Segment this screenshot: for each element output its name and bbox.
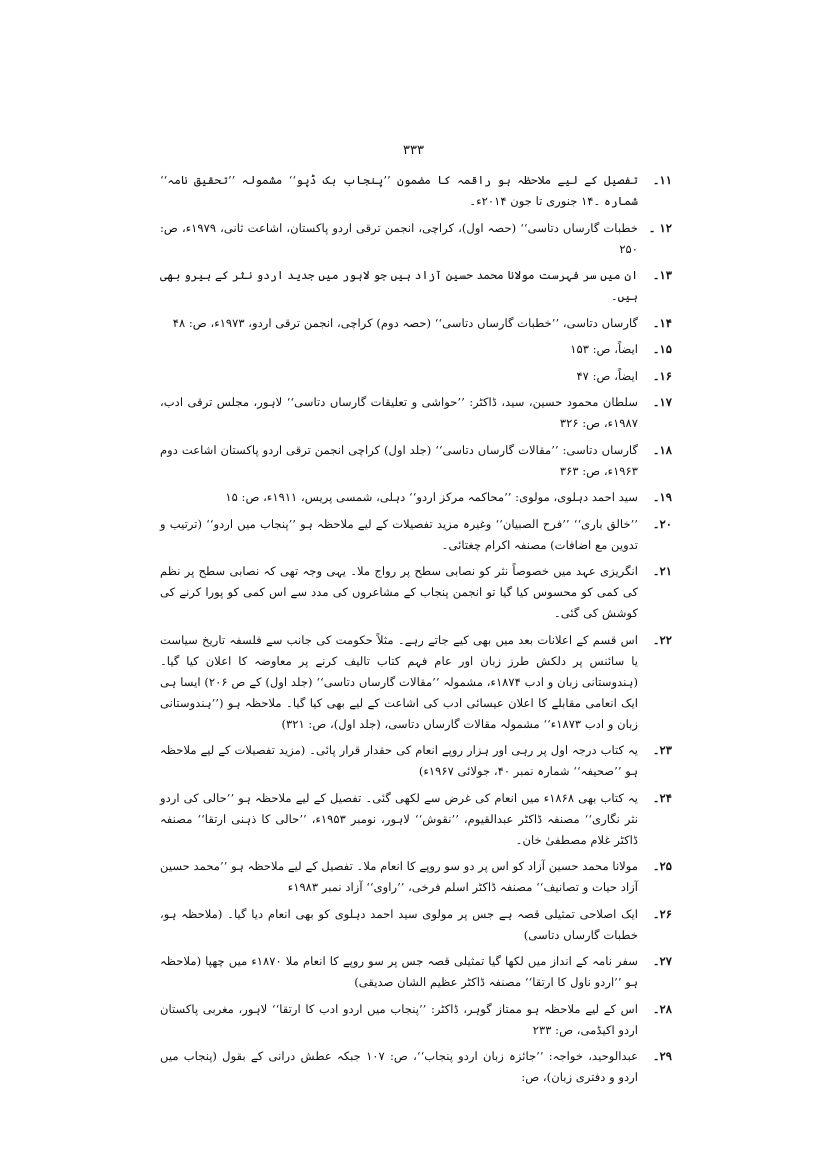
footnote-item: [160, 313, 672, 334]
footnote-text: انگریزی عہد میں خصوصاً نثر کو نصابی سطح پر رواج ملا۔ یہی وجہ تھی کہ نصابی سطح پر نظم کی کمی کو محسوس کیا گیا تو انجمن پنجاب کے مشاعروں کی مدد سے اس کمی کو پورا کرنے کی کوشش کی گئی۔: [160, 564, 638, 620]
footnote-number: ۱۸۔: [652, 442, 672, 457]
footnote-item: [160, 366, 672, 387]
footnote-item: [160, 514, 672, 556]
page-number: ۳۳۳: [403, 143, 424, 158]
footnote-number: ۲۲۔: [652, 632, 672, 647]
footnote-number: ۲۵۔: [652, 859, 672, 873]
footnote-item: [160, 218, 672, 260]
footnote-item: [160, 265, 672, 307]
footnotes-list: [160, 170, 672, 1094]
footnote-number: ۲۴۔: [652, 790, 672, 805]
footnote-text: خطبات گارساں دتاسی‘‘ (حصہ اول)، کراچی، انجمن ترقی اردو پاکستان، اشاعت ثانی، ۱۹۷۹ء، ص: ۲۵۰: [160, 220, 639, 256]
footnote-item: [160, 740, 672, 782]
footnote-number: ۱۷۔: [652, 395, 672, 409]
footnote-text: ایک اصلاحی تمثیلی قصہ ہے جس پر مولوی سید احمد دہلوی کو بھی انعام دیا گیا۔ (ملاحظہ ہو، خطبات گارساں دتاسی): [160, 906, 638, 942]
footnote-number: ۱۳۔: [652, 268, 672, 282]
footnote-text: اس قسم کے اعلانات بعد میں بھی کیے جاتے رہے۔ مثلاً حکومت کی جانب سے فلسفہ تاریخ سیاست یا سائنس پر دلکش طرز زبان اور عام فہم کتاب تالیف کرنے پر معاوضہ کا اعلان کیا گیا۔ (ہندوستانی زبان و ادب ۱۸۷۴ء، مشمولہ ’’مقالات گارساں دتاسی‘‘ (جلد اول) کے ص ۲۰۶) ایسا ہی ایک انعامی مقابلے کا اعلان عیسائی ادب کی اشاعت کے لیے بھی کیا گیا۔ ملاحظہ ہو (’’ہندوستانی زبان و ادب ۱۸۷۳ء‘‘ مشمولہ مقالات گارساں دتاسی، (جلد اول)، ص: ۳۲۱): [160, 632, 638, 731]
footnote-item: [160, 339, 672, 360]
footnote-number: ۲۹۔: [652, 1049, 672, 1063]
footnote-text: تفصیل کے لیے ملاحظہ ہو راقمہ کا مضمون ’’پنجاب بک ڈپو‘‘ مشمولہ ’’تحقیق نامہ‘‘ شمارہ ۔۱۴ جنوری تا جون ۲۰۱۴ء۔: [160, 173, 638, 208]
footnote-text: سفر نامہ کے انداز میں لکھا گیا تمثیلی قصہ جس پر سو روپے کا انعام ملا ۱۸۷۰ء میں چھپا (ملاحظہ ہو ’’اردو ناول کا ارتقا‘‘ مصنفہ ڈاکٹر عظیم الشان صدیقی): [160, 954, 638, 989]
footnote-number: ۲۰۔: [652, 516, 672, 531]
footnote-text: یہ کتاب بھی ۱۸۶۸ء میں انعام کی غرض سے لکھی گئی۔ تفصیل کے لیے ملاحظہ ہو ’’حالی کی اردو نثر نگاری‘‘ مصنفہ ڈاکٹر عبدالقیوم، ’’نقوش‘‘ لاہور، نومبر ۱۹۵۳ء، ’’حالی کا ذہنی ارتقا‘‘ مصنفہ ڈاکٹر غلام مصطفیٰ خان۔: [160, 790, 639, 847]
footnote-item: [160, 856, 672, 898]
footnote-item: [160, 951, 672, 993]
footnote-number: ۱۵۔: [652, 342, 672, 356]
footnote-number: ۲۱۔: [652, 564, 672, 578]
footnote-item: [160, 561, 672, 624]
footnote-text: ان میں سر فہرست مولانا محمد حسین آزاد ہیں جو لاہور میں جدید اردو نثر کے ہیرو بھی ہیں۔: [160, 268, 638, 303]
footnote-text: گارساں دتاسی، ’’خطبات گارساں دتاسی‘‘ (حصہ دوم) کراچی، انجمن ترقی اردو، ۱۹۷۳ء، ص: ۴۸: [172, 315, 638, 330]
footnote-number: ۱۱۔: [652, 173, 672, 187]
footnote-text: سید احمد دہلوی، مولوی: ’’محاکمہ مرکز اردو‘‘ دہلی، شمسی پریس، ۱۹۱۱ء، ص: ۱۵: [225, 490, 638, 504]
footnote-item: [160, 788, 672, 851]
footnote-item: [160, 999, 672, 1041]
footnote-item: [160, 392, 672, 434]
footnote-number: ۲۷۔: [652, 954, 672, 968]
footnote-text: ’’خالق باری‘‘ ’’فرح الصبیان‘‘ وغیرہ مزید تفصیلات کے لیے ملاحظہ ہو ’’پنجاب میں اردو‘‘ (ترتیب و تدوین مع اضافات) مصنفہ اکرام چغتائی۔: [160, 516, 638, 552]
footnote-text: مولانا محمد حسین آزاد کو اس پر دو سو روپے کا انعام ملا۔ تفصیل کے لیے ملاحظہ ہو ’’محمد حسین آزاد حیات و تصانیف‘‘ مصنفہ ڈاکٹر اسلم فرخی، ’’راوی‘‘ آزاد نمبر ۱۹۸۳ء: [160, 859, 638, 894]
footnote-text: عبدالوحید، خواجہ: ’’جائزہ زبان اردو پنجاب‘‘، ص: ۱۰۷ جبکہ عطش درانی کے بقول (پنجاب میں اردو و دفتری زبان)، ص:: [160, 1049, 638, 1084]
footnote-text: سلطان محمود حسین، سید، ڈاکٹر: ’’حواشی و تعلیقات گارساں دتاسی‘‘ لاہور، مجلس ترقی ادب، ۱۹۸۷ء، ص: ۳۲۶: [160, 395, 638, 430]
footnote-number: ۱۹۔: [652, 490, 672, 504]
footnote-item: [160, 440, 672, 482]
footnote-number: ۲۳۔: [652, 743, 672, 757]
footnote-item: [160, 904, 672, 946]
footnote-item: [160, 630, 672, 735]
footnote-item: [160, 1046, 672, 1088]
footnote-number: ۲۶۔: [652, 906, 672, 921]
footnote-text: گارساں دتاسی: ’’مقالات گارساں دتاسی‘‘ (جلد اول) کراچی انجمن ترقی اردو پاکستان اشاعت دوم ۱۹۶۳ء، ص: ۳۶۳: [160, 442, 638, 478]
footnote-item: [160, 487, 672, 508]
footnote-number: ۱۶۔: [652, 368, 672, 383]
footnote-number: ۲۸۔: [652, 1001, 672, 1016]
footnote-text: ایضاً، ص: ۱۵۳: [570, 342, 638, 356]
footnote-number: ۱۲ ۔: [648, 220, 672, 235]
footnote-text: ایضاً، ص: ۴۷: [576, 368, 638, 383]
footnote-text: یہ کتاب درجہ اول پر رہی اور ہزار روپے انعام کی حقدار قرار پائی۔ (مزید تفصیلات کے لیے ملاحظہ ہو ’’صحیفہ‘‘ شمارہ نمبر ۴۰، جولائی ۱۹۶۷ء): [160, 743, 638, 778]
footnote-number: ۱۴۔: [652, 315, 672, 330]
footnote-item: [160, 170, 672, 212]
footnote-text: اس کے لیے ملاحظہ ہو ممتاز گوہر، ڈاکٹر: ’’پنجاب میں اردو ادب کا ارتقا‘‘ لاہور، مغربی پاکستان اردو اکیڈمی، ص: ۲۳۳: [160, 1001, 638, 1037]
